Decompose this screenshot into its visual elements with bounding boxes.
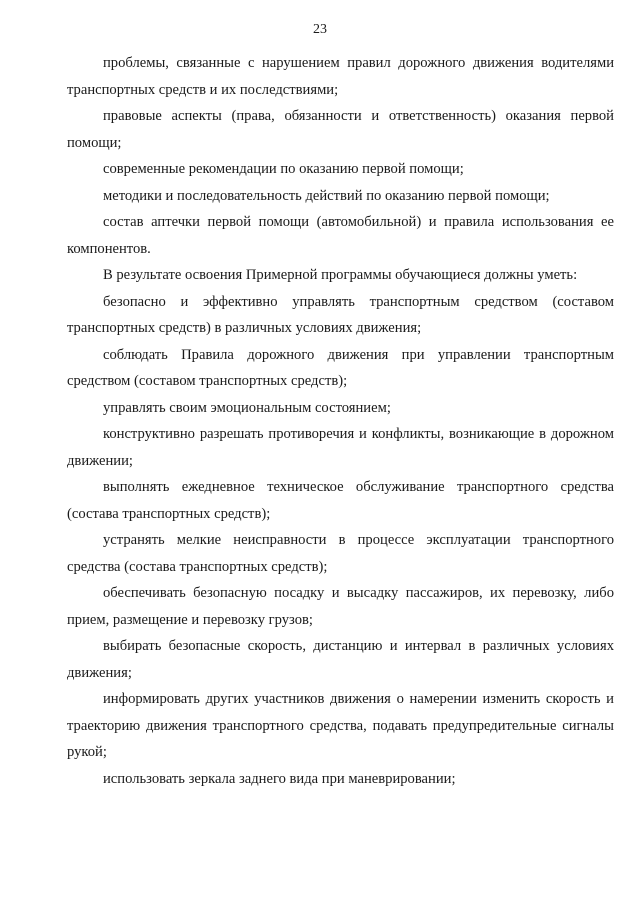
paragraph: обеспечивать безопасную посадку и высадку пассажиров, их перевозку, либо прием, размещение и перевозку грузов;: [67, 585, 614, 628]
paragraph: современные рекомендации по оказанию первой помощи;: [103, 161, 464, 177]
paragraph: конструктивно разрешать противоречия и конфликты, возникающие в дорожном движении;: [67, 426, 614, 469]
paragraph: выполнять ежедневное техническое обслуживание транспортного средства (состава транспортных средств);: [67, 479, 614, 522]
paragraph: методики и последовательность действий по оказанию первой помощи;: [103, 187, 550, 204]
paragraph: выбирать безопасные скорость, дистанцию и интервал в различных условиях движения;: [67, 638, 614, 681]
paragraph: состав аптечки первой помощи (автомобильной) и правила использования ее компонентов.: [67, 214, 614, 257]
paragraph: информировать других участников движения о намерении изменить скорость и траекторию движения транспортного средства, подавать предупредительные сигналы рукой;: [67, 691, 614, 760]
paragraph: проблемы, связанные с нарушением правил дорожного движения водителями транспортных средств и их последствиями;: [67, 55, 614, 98]
paragraph: устранять мелкие неисправности в процессе эксплуатации транспортного средства (состава транспортных средств);: [67, 532, 614, 575]
page-number: 23: [313, 22, 327, 37]
paragraph: использовать зеркала заднего вида при маневрировании;: [103, 770, 456, 787]
paragraph: В результате освоения Примерной программы обучающиеся должны уметь:: [103, 267, 578, 283]
paragraph: безопасно и эффективно управлять транспортным средством (составом транспортных средств) в различных условиях движения;: [67, 293, 614, 336]
paragraph: управлять своим эмоциональным состоянием;: [103, 399, 391, 416]
paragraph: правовые аспекты (права, обязанности и ответственность) оказания первой помощи;: [67, 108, 614, 151]
document-body: [67, 50, 614, 792]
paragraph: соблюдать Правила дорожного движения при управлении транспортным средством (составом транспортных средств);: [67, 346, 614, 389]
